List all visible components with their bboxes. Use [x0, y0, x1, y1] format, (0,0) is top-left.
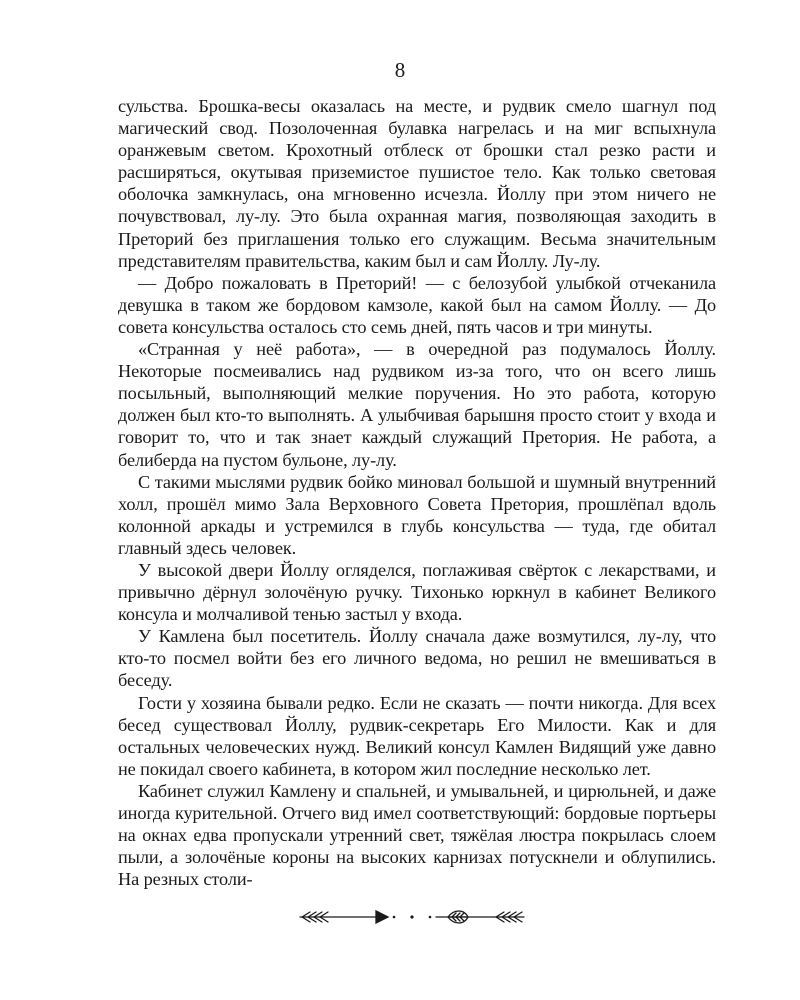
- paragraph: — Добро пожаловать в Преторий! — с белозубой улыбкой отчеканила девушка в таком же бордовом камзоле, какой был на самом Йоллу. — До совета консульства осталось сто семь дней, пять часов и три минуты.: [118, 272, 716, 337]
- page-number: 8: [394, 58, 406, 82]
- paragraph: С такими мыслями рудвик бойко миновал большой и шумный внутренний холл, прошёл мимо Зала Верховного Совета Претория, прошлёпал вдоль колонной аркады и устремился в глубь консульства — туда, где обитал главный здесь человек.: [118, 471, 716, 558]
- arrow-moon-divider-icon: [296, 902, 528, 932]
- paragraph: «Странная у неё работа», — в очередной раз подумалось Йоллу. Некоторые посмеивались над рудвиком из-за того, что он всего лишь посыльный, выполняющий мелкие поручения. Но это работа, которую должен был кто-то выполнять. А улыбчивая барышня просто стоит у входа и говорит то, что и так знает каждый служащий Претория. Не работа, а белиберда на пустом бульоне, лу-лу.: [118, 339, 716, 470]
- paragraph: Гости у хозяина бывали редко. Если не сказать — почти никогда. Для всех бесед существовал Йоллу, рудвик-секретарь Его Милости. Как и для остальных человеческих нужд. Великий консул Камлен Видящий уже давно не покидал своего кабинета, в котором жил последние несколько лет.: [118, 692, 716, 779]
- paragraph: У высокой двери Йоллу огляделся, поглаживая свёрток с лекарствами, и привычно дёрнул золочёную ручку. Тихонько юркнул в кабинет Великого консула и молчаливой тенью застыл у входа.: [118, 559, 716, 625]
- paragraph: Кабинет служил Камлену и спальней, и умывальней, и цирюльней, и даже иногда курительной. Отчего вид имел соответствующий: бордовые портьеры на окнах едва пропускали утренний свет, тяжёлая люстра покрылась слоем пыли, а золочёные короны на высоких карнизах потускнели и облупились. На резных столи-: [118, 780, 716, 890]
- body-text: [118, 95, 716, 890]
- paragraph: У Камлена был посетитель. Йоллу сначала даже возмутился, лу-лу, что кто-то посмел войти без его личного ведома, но решил не вмешиваться в беседу.: [118, 626, 716, 691]
- paragraph: сульства. Брошка-весы оказалась на месте, и рудвик смело шагнул под магический свод. Позолоченная булавка нагрелась и на миг вспыхнула оранжевым светом. Крохотный отблеск от брошки стал резко расти и расширяться, окутывая приземистое пушистое тело. Как только световая оболочка замкнулась, она мгновенно исчезла. Йоллу при этом ничего не почувствовал, лу-лу. Это была охранная магия, позволяющая заходить в Преторий без приглашения только его служащим. Весьма значительным представителям правительства, каким был и сам Йоллу. Лу-лу.: [118, 96, 716, 271]
